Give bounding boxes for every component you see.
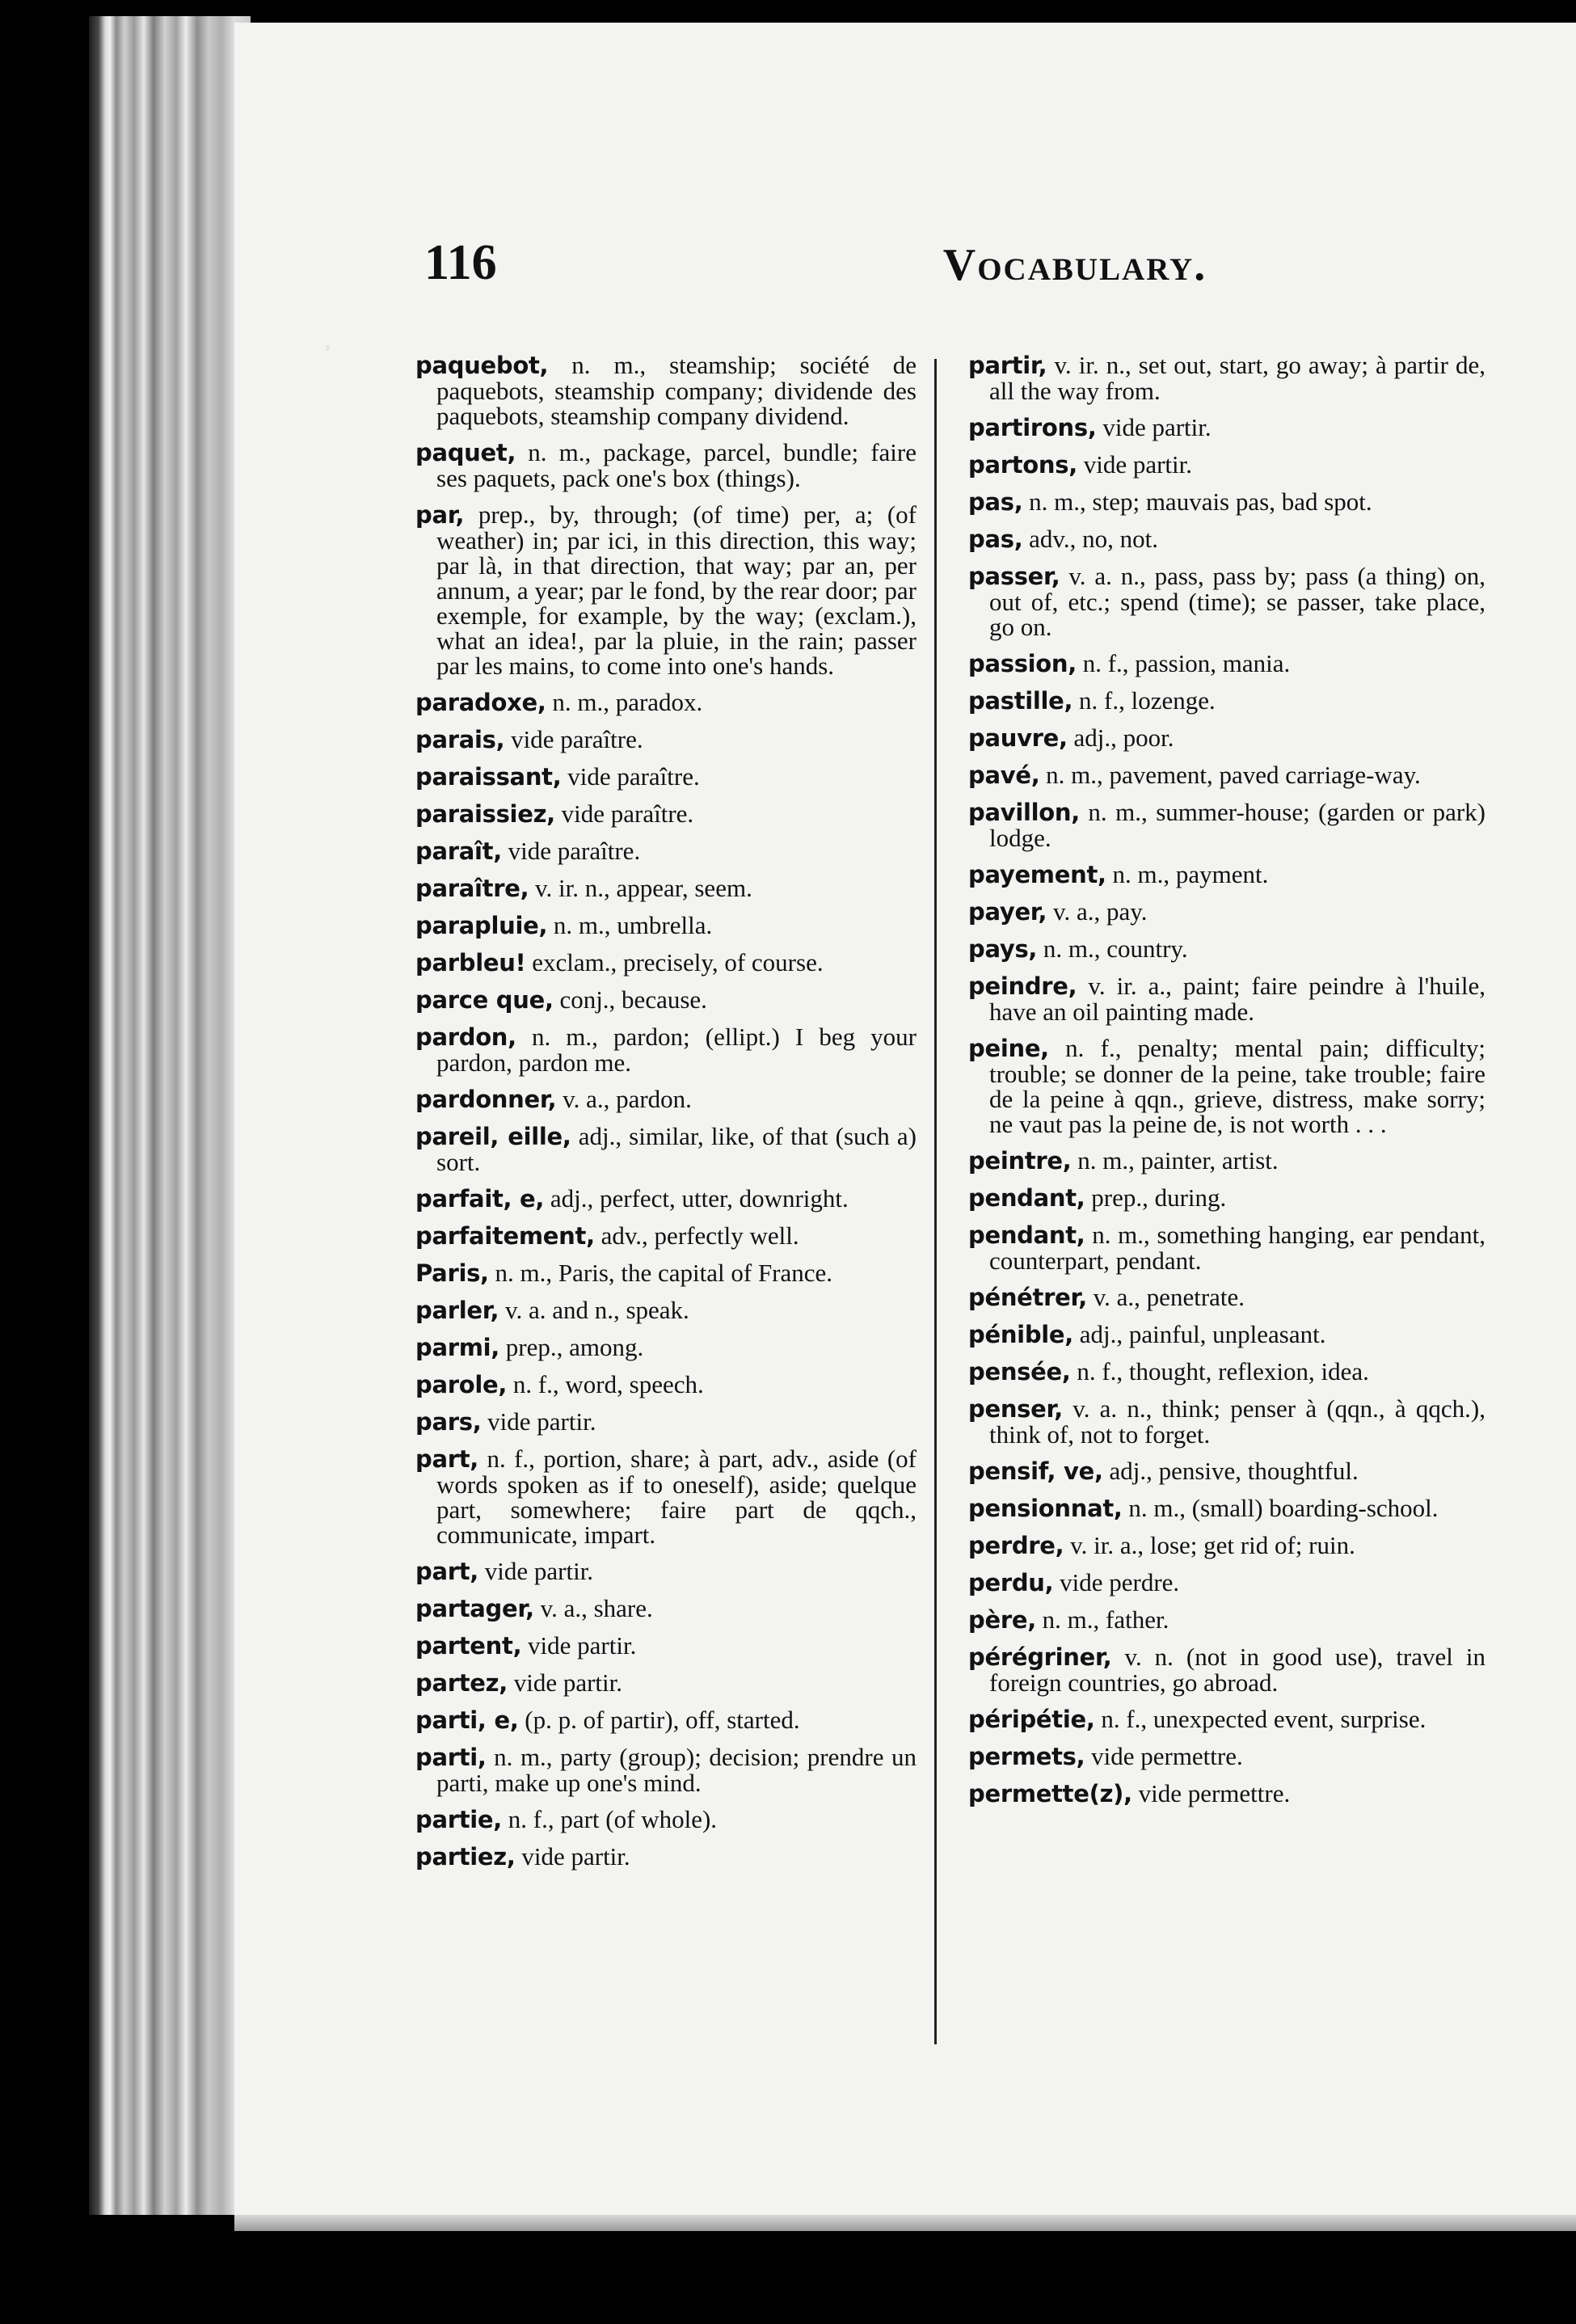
- dictionary-entry: [415, 727, 917, 753]
- headword: payement,: [968, 861, 1106, 888]
- headword: pérégriner,: [968, 1643, 1112, 1671]
- definition: (p. p. of partir), off, started.: [518, 1706, 800, 1734]
- column-divider: [934, 359, 937, 2044]
- dictionary-entry: [968, 1396, 1485, 1447]
- dictionary-entry: [968, 1570, 1485, 1596]
- definition: n. f., unexpected event, surprise.: [1094, 1705, 1426, 1733]
- dictionary-entry: [968, 1284, 1485, 1310]
- headword: parfaitement,: [415, 1222, 595, 1250]
- dictionary-entry: [415, 502, 917, 678]
- definition: v. a. n., think; penser à (qqn., à qqch.), think of, not to forget.: [989, 1394, 1485, 1449]
- dictionary-entry: [968, 352, 1485, 403]
- dictionary-entry: [968, 1495, 1485, 1521]
- headword: péripétie,: [968, 1706, 1095, 1733]
- dictionary-entry: [968, 1359, 1485, 1385]
- definition: n. m., summer-house; (garden or park) lodge.: [989, 798, 1485, 852]
- headword: peine,: [968, 1035, 1049, 1062]
- dictionary-entry: [415, 987, 917, 1013]
- definition: n. m., umbrella.: [547, 911, 713, 939]
- definition: n. m., pavement, paved carriage-way.: [1039, 761, 1421, 789]
- headword: part,: [415, 1558, 479, 1585]
- dictionary-entry: [415, 690, 917, 715]
- definition: n. m., country.: [1037, 934, 1188, 963]
- headword: paraissiez,: [415, 800, 555, 828]
- dictionary-entry: [968, 862, 1485, 888]
- dictionary-entry: [415, 801, 917, 827]
- headword: paradoxe,: [415, 689, 546, 716]
- dictionary-entry: [968, 1035, 1485, 1137]
- definition: n. f., portion, share; à part, adv., aside (of words spoken as if to oneself), aside; quelque part, somewhere; faire part de qqch., communicate, impart.: [436, 1445, 917, 1549]
- definition: vide partir.: [507, 1668, 623, 1697]
- headword: paquebot,: [415, 352, 549, 379]
- dictionary-entry: [968, 1533, 1485, 1558]
- headword: parler,: [415, 1297, 499, 1324]
- dictionary-entry: [968, 688, 1485, 714]
- headword: part,: [415, 1445, 479, 1473]
- dictionary-entry: [415, 1558, 917, 1584]
- dictionary-entry: [968, 725, 1485, 751]
- dictionary-entry: [415, 1633, 917, 1659]
- headword: paraissant,: [415, 763, 562, 791]
- dictionary-entry: [968, 1644, 1485, 1695]
- definition: n. m., Paris, the capital of France.: [488, 1259, 833, 1287]
- dictionary-entry: [415, 1372, 917, 1398]
- headword: parais,: [415, 726, 505, 753]
- dictionary-entry: [968, 1222, 1485, 1273]
- headword: par,: [415, 501, 465, 529]
- dictionary-entry: [415, 440, 917, 491]
- definition: n. m., (small) boarding-school.: [1122, 1494, 1439, 1522]
- dictionary-entry: [415, 352, 917, 428]
- headword: perdu,: [968, 1569, 1054, 1596]
- dictionary-entry: [415, 950, 917, 976]
- right-column: [968, 352, 1485, 1818]
- definition: vide permettre.: [1131, 1779, 1291, 1807]
- headword: pendant,: [968, 1184, 1085, 1212]
- page-number: 116: [424, 235, 497, 290]
- definition: vide perdre.: [1053, 1568, 1180, 1596]
- dictionary-entry: [968, 762, 1485, 788]
- definition: exclam., precisely, of course.: [525, 948, 824, 976]
- definition: adj., perfect, utter, downright.: [544, 1184, 849, 1213]
- dictionary-entry: [968, 1185, 1485, 1211]
- headword: pars,: [415, 1408, 482, 1436]
- dictionary-entry: [415, 1409, 917, 1435]
- dictionary-entry: [968, 1706, 1485, 1732]
- headword: parbleu!: [415, 949, 526, 976]
- dictionary-entry: [415, 838, 917, 864]
- headword: parapluie,: [415, 912, 548, 939]
- dictionary-entry: [415, 1297, 917, 1323]
- headword: parce que,: [415, 986, 554, 1014]
- dictionary-entry: [415, 764, 917, 790]
- definition: n. m., pardon; (ellipt.) I beg your pardon, pardon me.: [436, 1023, 917, 1077]
- definition: adv., perfectly well.: [594, 1221, 799, 1250]
- dictionary-entry: [415, 1596, 917, 1622]
- definition: vide paraître.: [504, 725, 643, 753]
- definition: v. a., pay.: [1047, 897, 1148, 926]
- definition: prep., during.: [1085, 1183, 1227, 1212]
- headword: partiez,: [415, 1843, 516, 1871]
- headword: pardonner,: [415, 1086, 557, 1113]
- headword: pas,: [968, 488, 1023, 516]
- headword: paraît,: [415, 837, 502, 865]
- headword: pareil, eille,: [415, 1123, 571, 1150]
- definition: n. m., father.: [1035, 1605, 1169, 1634]
- headword: peintre,: [968, 1147, 1072, 1175]
- headword: Paris,: [415, 1259, 489, 1287]
- dictionary-entry: [415, 1223, 917, 1249]
- dictionary-entry: [415, 1086, 917, 1112]
- headword: parfait, e,: [415, 1185, 545, 1213]
- definition: vide partir.: [521, 1631, 637, 1660]
- definition: vide partir.: [1077, 450, 1192, 479]
- definition: v. a., share.: [533, 1594, 653, 1622]
- dictionary-entry: [415, 1446, 917, 1547]
- definition: n. m., step; mauvais pas, bad spot.: [1022, 487, 1372, 516]
- definition: v. ir. n., appear, seem.: [529, 874, 752, 902]
- headword: penser,: [968, 1395, 1063, 1423]
- definition: v. ir. n., set out, start, go away; à partir de, all the way from.: [989, 351, 1485, 405]
- definition: n. m., payment.: [1106, 860, 1269, 888]
- definition: vide partir.: [481, 1407, 596, 1436]
- headword: pensionnat,: [968, 1495, 1123, 1522]
- headword: pauvre,: [968, 724, 1068, 752]
- dictionary-entry: [415, 875, 917, 901]
- headword: pastille,: [968, 687, 1073, 715]
- definition: v. a., penetrate.: [1086, 1283, 1245, 1311]
- dictionary-entry: [968, 651, 1485, 677]
- definition: v. ir. a., lose; get rid of; ruin.: [1064, 1531, 1355, 1559]
- dictionary-entry: [968, 899, 1485, 925]
- dictionary-entry: [968, 1148, 1485, 1174]
- definition: n. m., steamship; société de paquebots, steamship company; dividende des paquebots, steamship company dividend.: [436, 351, 917, 430]
- headword: paquet,: [415, 439, 516, 466]
- definition: v. a., pardon.: [556, 1085, 692, 1113]
- dictionary-entry: [415, 1670, 917, 1696]
- dictionary-entry: [415, 1707, 917, 1733]
- headword: pendant,: [968, 1221, 1085, 1249]
- dictionary-entry: [968, 799, 1485, 850]
- headword: payer,: [968, 898, 1047, 926]
- headword: pavé,: [968, 761, 1040, 789]
- dictionary-entry: [968, 1781, 1485, 1807]
- definition: vide paraître.: [501, 837, 641, 865]
- dictionary-entry: [968, 1607, 1485, 1633]
- headword: perdre,: [968, 1532, 1064, 1559]
- definition: n. m., party (group); decision; prendre un parti, make up one's mind.: [436, 1743, 917, 1797]
- headword: partager,: [415, 1595, 534, 1622]
- dictionary-entry: [415, 1260, 917, 1286]
- dictionary-entry: [415, 1124, 917, 1175]
- dictionary-entry: [968, 526, 1485, 552]
- definition: conj., because.: [553, 985, 707, 1014]
- definition: vide paraître.: [561, 762, 700, 791]
- definition: vide partir.: [478, 1557, 594, 1585]
- headword: partent,: [415, 1632, 522, 1660]
- definition: adv., no, not.: [1022, 525, 1159, 553]
- dictionary-entry: [968, 415, 1485, 441]
- headword: partie,: [415, 1806, 503, 1833]
- definition: n. m., package, parcel, bundle; faire ses paquets, pack one's box (things).: [436, 438, 917, 492]
- headword: pardon,: [415, 1023, 516, 1051]
- headword: parole,: [415, 1371, 508, 1398]
- headword: pas,: [968, 525, 1023, 553]
- definition: n. m., paradox.: [546, 688, 703, 716]
- dictionary-entry: [415, 1844, 917, 1870]
- dictionary-entry: [968, 1744, 1485, 1769]
- definition: n. f., thought, reflexion, idea.: [1070, 1357, 1369, 1386]
- dictionary-entry: [968, 1322, 1485, 1348]
- definition: prep., by, through; (of time) per, a; (of weather) in; par ici, in this direction, this way; par là, in that direction, that way; par an, per annum, a year; par le fond, by the rear door; par exemple, for example, by the way; (exclam.), what an idea!, par la pluie, in the rain; passer par les mains, to come into one's hands.: [436, 500, 917, 680]
- headword: peindre,: [968, 972, 1077, 1000]
- book-page: [234, 23, 1576, 2229]
- headword: pensif, ve,: [968, 1457, 1103, 1485]
- headword: permets,: [968, 1743, 1085, 1770]
- headword: partirons,: [968, 414, 1097, 441]
- headword: parti,: [415, 1744, 487, 1771]
- dictionary-entry: [968, 973, 1485, 1024]
- headword: parti, e,: [415, 1706, 519, 1734]
- headword: permette(z),: [968, 1780, 1132, 1807]
- running-head: Vocabulary.: [942, 240, 1207, 290]
- headword: pénible,: [968, 1321, 1073, 1348]
- dictionary-entry: [415, 1186, 917, 1212]
- book-spine: [89, 16, 251, 2215]
- definition: vide partir.: [1096, 413, 1211, 441]
- dictionary-entry: [968, 563, 1485, 639]
- headword: pavillon,: [968, 799, 1080, 826]
- definition: n. m., painter, artist.: [1071, 1146, 1279, 1175]
- headword: passion,: [968, 650, 1077, 677]
- headword: pays,: [968, 935, 1038, 963]
- definition: adj., painful, unpleasant.: [1073, 1320, 1326, 1348]
- headword: pensée,: [968, 1358, 1071, 1386]
- definition: adj., pensive, thoughtful.: [1102, 1457, 1359, 1485]
- dictionary-entry: [415, 1744, 917, 1795]
- definition: n. f., passion, mania.: [1076, 649, 1291, 677]
- headword: partons,: [968, 451, 1077, 479]
- headword: passer,: [968, 563, 1060, 590]
- definition: v. a. and n., speak.: [499, 1296, 689, 1324]
- definition: vide paraître.: [554, 799, 694, 828]
- definition: adj., similar, like, of that (such a) sort.: [436, 1122, 917, 1176]
- left-column: [415, 352, 917, 1881]
- dictionary-entry: [968, 1458, 1485, 1484]
- headword: partir,: [968, 352, 1047, 379]
- headword: pénétrer,: [968, 1284, 1087, 1311]
- headword: paraître,: [415, 875, 529, 902]
- headword: parmi,: [415, 1334, 500, 1361]
- dictionary-entry: [415, 1807, 917, 1833]
- margin-mark: ,: [325, 328, 331, 353]
- dictionary-entry: [415, 1335, 917, 1360]
- definition: n. f., lozenge.: [1072, 686, 1216, 715]
- definition: vide permettre.: [1085, 1742, 1243, 1770]
- definition: v. ir. a., paint; faire peindre à l'huile, have an oil painting made.: [989, 972, 1485, 1026]
- dictionary-entry: [968, 452, 1485, 478]
- dictionary-entry: [968, 489, 1485, 515]
- dictionary-entry: [968, 936, 1485, 962]
- headword: partez,: [415, 1669, 508, 1697]
- definition: v. a. n., pass, pass by; pass (a thing) on, out of, etc.; spend (time); se passer, take place, go on.: [989, 562, 1485, 641]
- definition: vide partir.: [515, 1842, 630, 1871]
- definition: v. n. (not in good use), travel in foreign countries, go abroad.: [989, 1643, 1485, 1697]
- page-bottom-edge: [234, 2215, 1576, 2231]
- definition: n. f., penalty; mental pain; difficulty; trouble; se donner de la peine, take trouble; faire de la peine à qqn., grieve, distress, make sorry; ne vaut pas la peine de, is not worth . . .: [989, 1034, 1485, 1138]
- headword: père,: [968, 1606, 1036, 1634]
- definition: n. f., part (of whole).: [502, 1805, 718, 1833]
- definition: n. m., something hanging, ear pendant, counterpart, pendant.: [989, 1221, 1485, 1275]
- dictionary-entry: [415, 1024, 917, 1075]
- dictionary-entry: [415, 913, 917, 938]
- definition: n. f., word, speech.: [507, 1370, 704, 1398]
- definition: prep., among.: [499, 1333, 644, 1361]
- definition: adj., poor.: [1067, 723, 1174, 752]
